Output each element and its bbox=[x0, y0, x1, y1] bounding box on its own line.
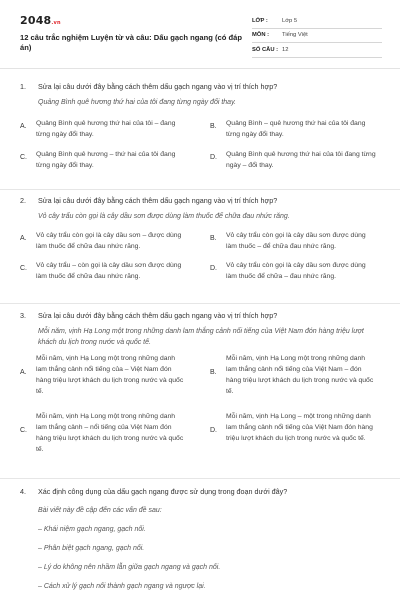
option-text: Mỗi năm, vịnh Hạ Long một trong những danh lam thắng cảnh – nổi tiếng của Việt Nam đón hàng triệu lượt khách du lịch trong nước và quốc tế. bbox=[36, 413, 184, 453]
header-divider bbox=[0, 68, 400, 69]
options-grid bbox=[20, 222, 382, 286]
option-letter: C. bbox=[20, 154, 27, 161]
option-letter: B. bbox=[210, 369, 217, 376]
question-prompt: Sửa lại câu dưới đây bằng cách thêm dấu gạch ngang vào vị trí thích hợp? bbox=[38, 311, 278, 320]
info-box bbox=[252, 14, 382, 58]
question-number: 1. bbox=[20, 82, 26, 91]
option-c[interactable] bbox=[20, 260, 200, 282]
question-header bbox=[20, 82, 382, 91]
option-d[interactable] bbox=[210, 149, 390, 171]
options-grid bbox=[20, 348, 382, 460]
question-divider bbox=[0, 478, 400, 479]
option-text: Quảng Bình quê hương thứ hai của tôi – đang từng ngày đổi thay. bbox=[36, 120, 176, 138]
passage-line: – Phân biệt gạch ngang, gạch nối. bbox=[38, 545, 145, 552]
option-letter: C. bbox=[20, 427, 27, 434]
option-text: Vỏ cây trẩu còn gọi là cây dầu sơn – được dùng làm thuốc để chữa đau nhức răng. bbox=[36, 232, 182, 250]
question-number: 3. bbox=[20, 311, 26, 320]
option-text: Vỏ cây trẩu còn gọi là cây dầu sơn được dùng làm thuốc để chữa – đau nhức răng. bbox=[226, 262, 366, 280]
question-divider bbox=[0, 303, 400, 304]
question-4 bbox=[20, 487, 382, 590]
site-logo[interactable] bbox=[20, 14, 61, 27]
question-header bbox=[20, 196, 382, 205]
info-value: 12 bbox=[282, 46, 289, 53]
option-letter: D. bbox=[210, 265, 217, 272]
passage-line: – Khái niệm gạch ngang, gạch nối. bbox=[38, 526, 146, 533]
question-header bbox=[20, 487, 382, 496]
option-letter: B. bbox=[210, 123, 217, 130]
question-2 bbox=[20, 196, 382, 286]
info-row-class bbox=[252, 14, 382, 29]
option-a[interactable] bbox=[20, 230, 200, 252]
logo-suffix: .vn bbox=[51, 20, 61, 26]
option-letter: C. bbox=[20, 265, 27, 272]
question-stem: Vỏ cây trẩu còn gọi là cây dầu sơn được dùng làm thuốc để chữa đau nhức răng. bbox=[38, 213, 290, 220]
option-letter: A. bbox=[20, 235, 27, 242]
page-header bbox=[0, 0, 400, 68]
question-prompt: Sửa lại câu dưới đây bằng cách thêm dấu gạch ngang vào vị trí thích hợp? bbox=[38, 82, 278, 91]
option-text: Vỏ cây trẩu – còn gọi là cây dầu sơn được dùng làm thuốc để chữa đau nhức răng. bbox=[36, 262, 182, 280]
info-key: SỐ CÂU : bbox=[252, 46, 279, 53]
option-letter: A. bbox=[20, 123, 27, 130]
question-prompt: Sửa lại câu dưới đây bằng cách thêm dấu gạch ngang vào vị trí thích hợp? bbox=[38, 196, 278, 205]
logo-text: 2048 bbox=[20, 14, 52, 27]
options-grid bbox=[20, 108, 382, 168]
option-b[interactable] bbox=[210, 353, 390, 397]
option-d[interactable] bbox=[210, 411, 390, 444]
question-number: 2. bbox=[20, 196, 26, 205]
info-value: Tiếng Việt bbox=[282, 32, 308, 39]
option-letter: D. bbox=[210, 154, 217, 161]
question-header bbox=[20, 311, 382, 320]
passage-line: – Cách xử lý gạch nối thành gạch ngang và ngược lại. bbox=[38, 583, 206, 590]
option-text: Quảng Bình quê hương – thứ hai của tôi đang từng ngày đổi thay. bbox=[36, 151, 176, 169]
question-prompt: Xác định công dụng của dấu gạch ngang được sử dụng trong đoạn dưới đây? bbox=[38, 487, 288, 496]
option-text: Mỗi năm, vịnh Hạ Long một trong những danh lam thắng cảnh nổi tiếng của – Việt Nam đón hàng triệu lượt khách du lịch trong nước và quốc tế. bbox=[36, 355, 184, 395]
option-letter: A. bbox=[20, 369, 27, 376]
option-b[interactable] bbox=[210, 118, 390, 140]
question-1 bbox=[20, 82, 382, 168]
info-row-count bbox=[252, 43, 382, 58]
question-stem: Quảng Bình quê hương thứ hai của tôi đang từng ngày đổi thay. bbox=[38, 99, 236, 106]
option-letter: B. bbox=[210, 235, 217, 242]
option-d[interactable] bbox=[210, 260, 390, 282]
option-text: Mỗi năm, vịnh Hạ Long – một trong những danh lam thắng cảnh nổi tiếng của Việt Nam đón hàng triệu lượt khách du lịch trong nước và quốc tế. bbox=[226, 413, 373, 442]
option-c[interactable] bbox=[20, 411, 200, 455]
option-b[interactable] bbox=[210, 230, 390, 252]
option-letter: D. bbox=[210, 427, 217, 434]
option-text: Mỗi năm, vịnh Hạ Long một trong những danh lam thắng cảnh nổi tiếng của Việt Nam – đón hàng triệu lượt khách du lịch trong nước và quốc tế. bbox=[226, 355, 374, 395]
option-c[interactable] bbox=[20, 149, 200, 171]
option-text: Quảng Bình quê hương thứ hai của tôi đang từng ngày – đổi thay. bbox=[226, 151, 376, 169]
passage-line: – Lý do không nên nhầm lẫn giữa gạch ngang và gạch nối. bbox=[38, 564, 221, 571]
info-key: MÔN : bbox=[252, 32, 270, 39]
info-key: LỚP : bbox=[252, 17, 268, 24]
info-row-subject bbox=[252, 29, 382, 44]
question-divider bbox=[0, 189, 400, 190]
info-value: Lớp 5 bbox=[282, 17, 298, 24]
question-number: 4. bbox=[20, 487, 26, 496]
option-a[interactable] bbox=[20, 353, 200, 397]
question-stem: Mỗi năm, vịnh Hạ Long một trong những danh lam thắng cảnh nổi tiếng của Việt Nam đón hàng triệu lượt khách du lịch trong nước và quốc tế. bbox=[38, 328, 364, 346]
question-3 bbox=[20, 311, 382, 460]
page-title: 12 câu trắc nghiệm Luyện từ và câu: Dấu gạch ngang (có đáp án) bbox=[20, 33, 242, 53]
option-text: Quảng Bình – quê hương thứ hai của tôi đang từng ngày đổi thay. bbox=[226, 120, 366, 138]
option-a[interactable] bbox=[20, 118, 200, 140]
passage-line: Bài viết này đề cập đến các vấn đề sau: bbox=[38, 507, 162, 514]
option-text: Vỏ cây trẩu còn gọi là cây dầu sơn được dùng làm thuốc – để chữa đau nhức răng. bbox=[226, 232, 366, 250]
